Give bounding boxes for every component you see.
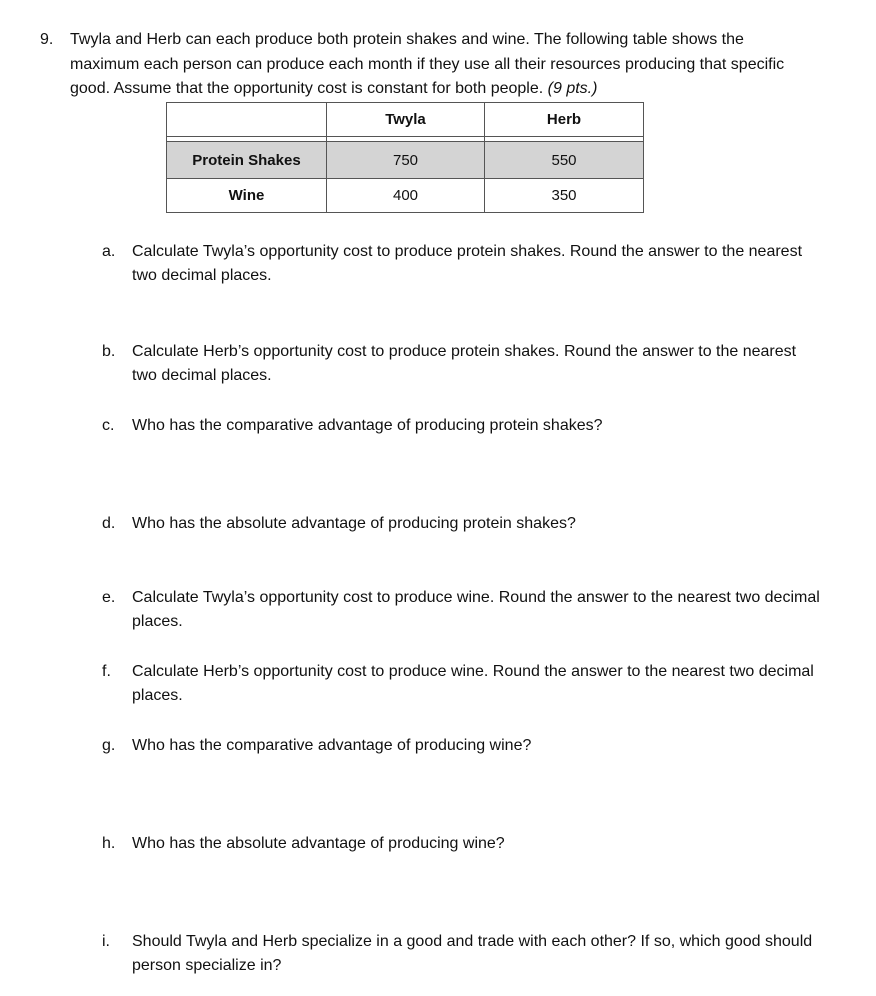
part-b-text: Calculate Herb’s opportunity cost to produce protein shakes. Round the answer to the nearest two decimal places. <box>132 343 797 384</box>
part-a-text: Calculate Twyla’s opportunity cost to produce protein shakes. Round the answer to the nearest two decimal places. <box>132 243 803 284</box>
part-g-letter: g. <box>102 737 116 754</box>
question-body: Twyla and Herb can each produce both protein shakes and wine. The following table shows the maximum each person can produce each month if they use all their resources producing that specific good. Assume that the opportunity cost is constant for both people. <box>70 31 785 97</box>
cell-herb-protein-shakes: 550 <box>485 142 644 179</box>
part-d-letter: d. <box>102 515 116 532</box>
part-b-letter: b. <box>102 343 116 360</box>
table-header-herb: Herb <box>485 103 644 137</box>
question-points: (9 pts.) <box>547 80 598 97</box>
part-e-letter: e. <box>102 589 116 606</box>
cell-herb-wine: 350 <box>485 179 644 213</box>
row-label-protein-shakes: Protein Shakes <box>167 142 327 179</box>
table-row <box>167 179 644 213</box>
part-d-text: Who has the absolute advantage of producing protein shakes? <box>132 515 576 532</box>
part-g-text: Who has the comparative advantage of producing wine? <box>132 737 532 754</box>
part-f-text: Calculate Herb’s opportunity cost to produce wine. Round the answer to the nearest two decimal places. <box>132 663 814 704</box>
row-label-wine: Wine <box>167 179 327 213</box>
part-c-text: Who has the comparative advantage of producing protein shakes? <box>132 417 603 434</box>
part-e-text: Calculate Twyla’s opportunity cost to produce wine. Round the answer to the nearest two decimal places. <box>132 589 820 630</box>
part-i-letter: i. <box>102 933 110 950</box>
question-text <box>70 28 810 102</box>
cell-twyla-wine: 400 <box>327 179 485 213</box>
part-f-letter: f. <box>102 663 111 680</box>
cell-twyla-protein-shakes: 750 <box>327 142 485 179</box>
production-table <box>166 102 644 213</box>
table-header-empty <box>167 103 327 137</box>
part-h-text: Who has the absolute advantage of producing wine? <box>132 835 505 852</box>
table-row <box>167 142 644 179</box>
question-number: 9. <box>40 31 54 48</box>
part-h-letter: h. <box>102 835 116 852</box>
part-c-letter: c. <box>102 417 115 434</box>
table-header-twyla: Twyla <box>327 103 485 137</box>
part-i-text: Should Twyla and Herb specialize in a good and trade with each other? If so, which good should person specialize in? <box>132 933 813 974</box>
table-header-row <box>167 103 644 137</box>
part-a-letter: a. <box>102 243 116 260</box>
